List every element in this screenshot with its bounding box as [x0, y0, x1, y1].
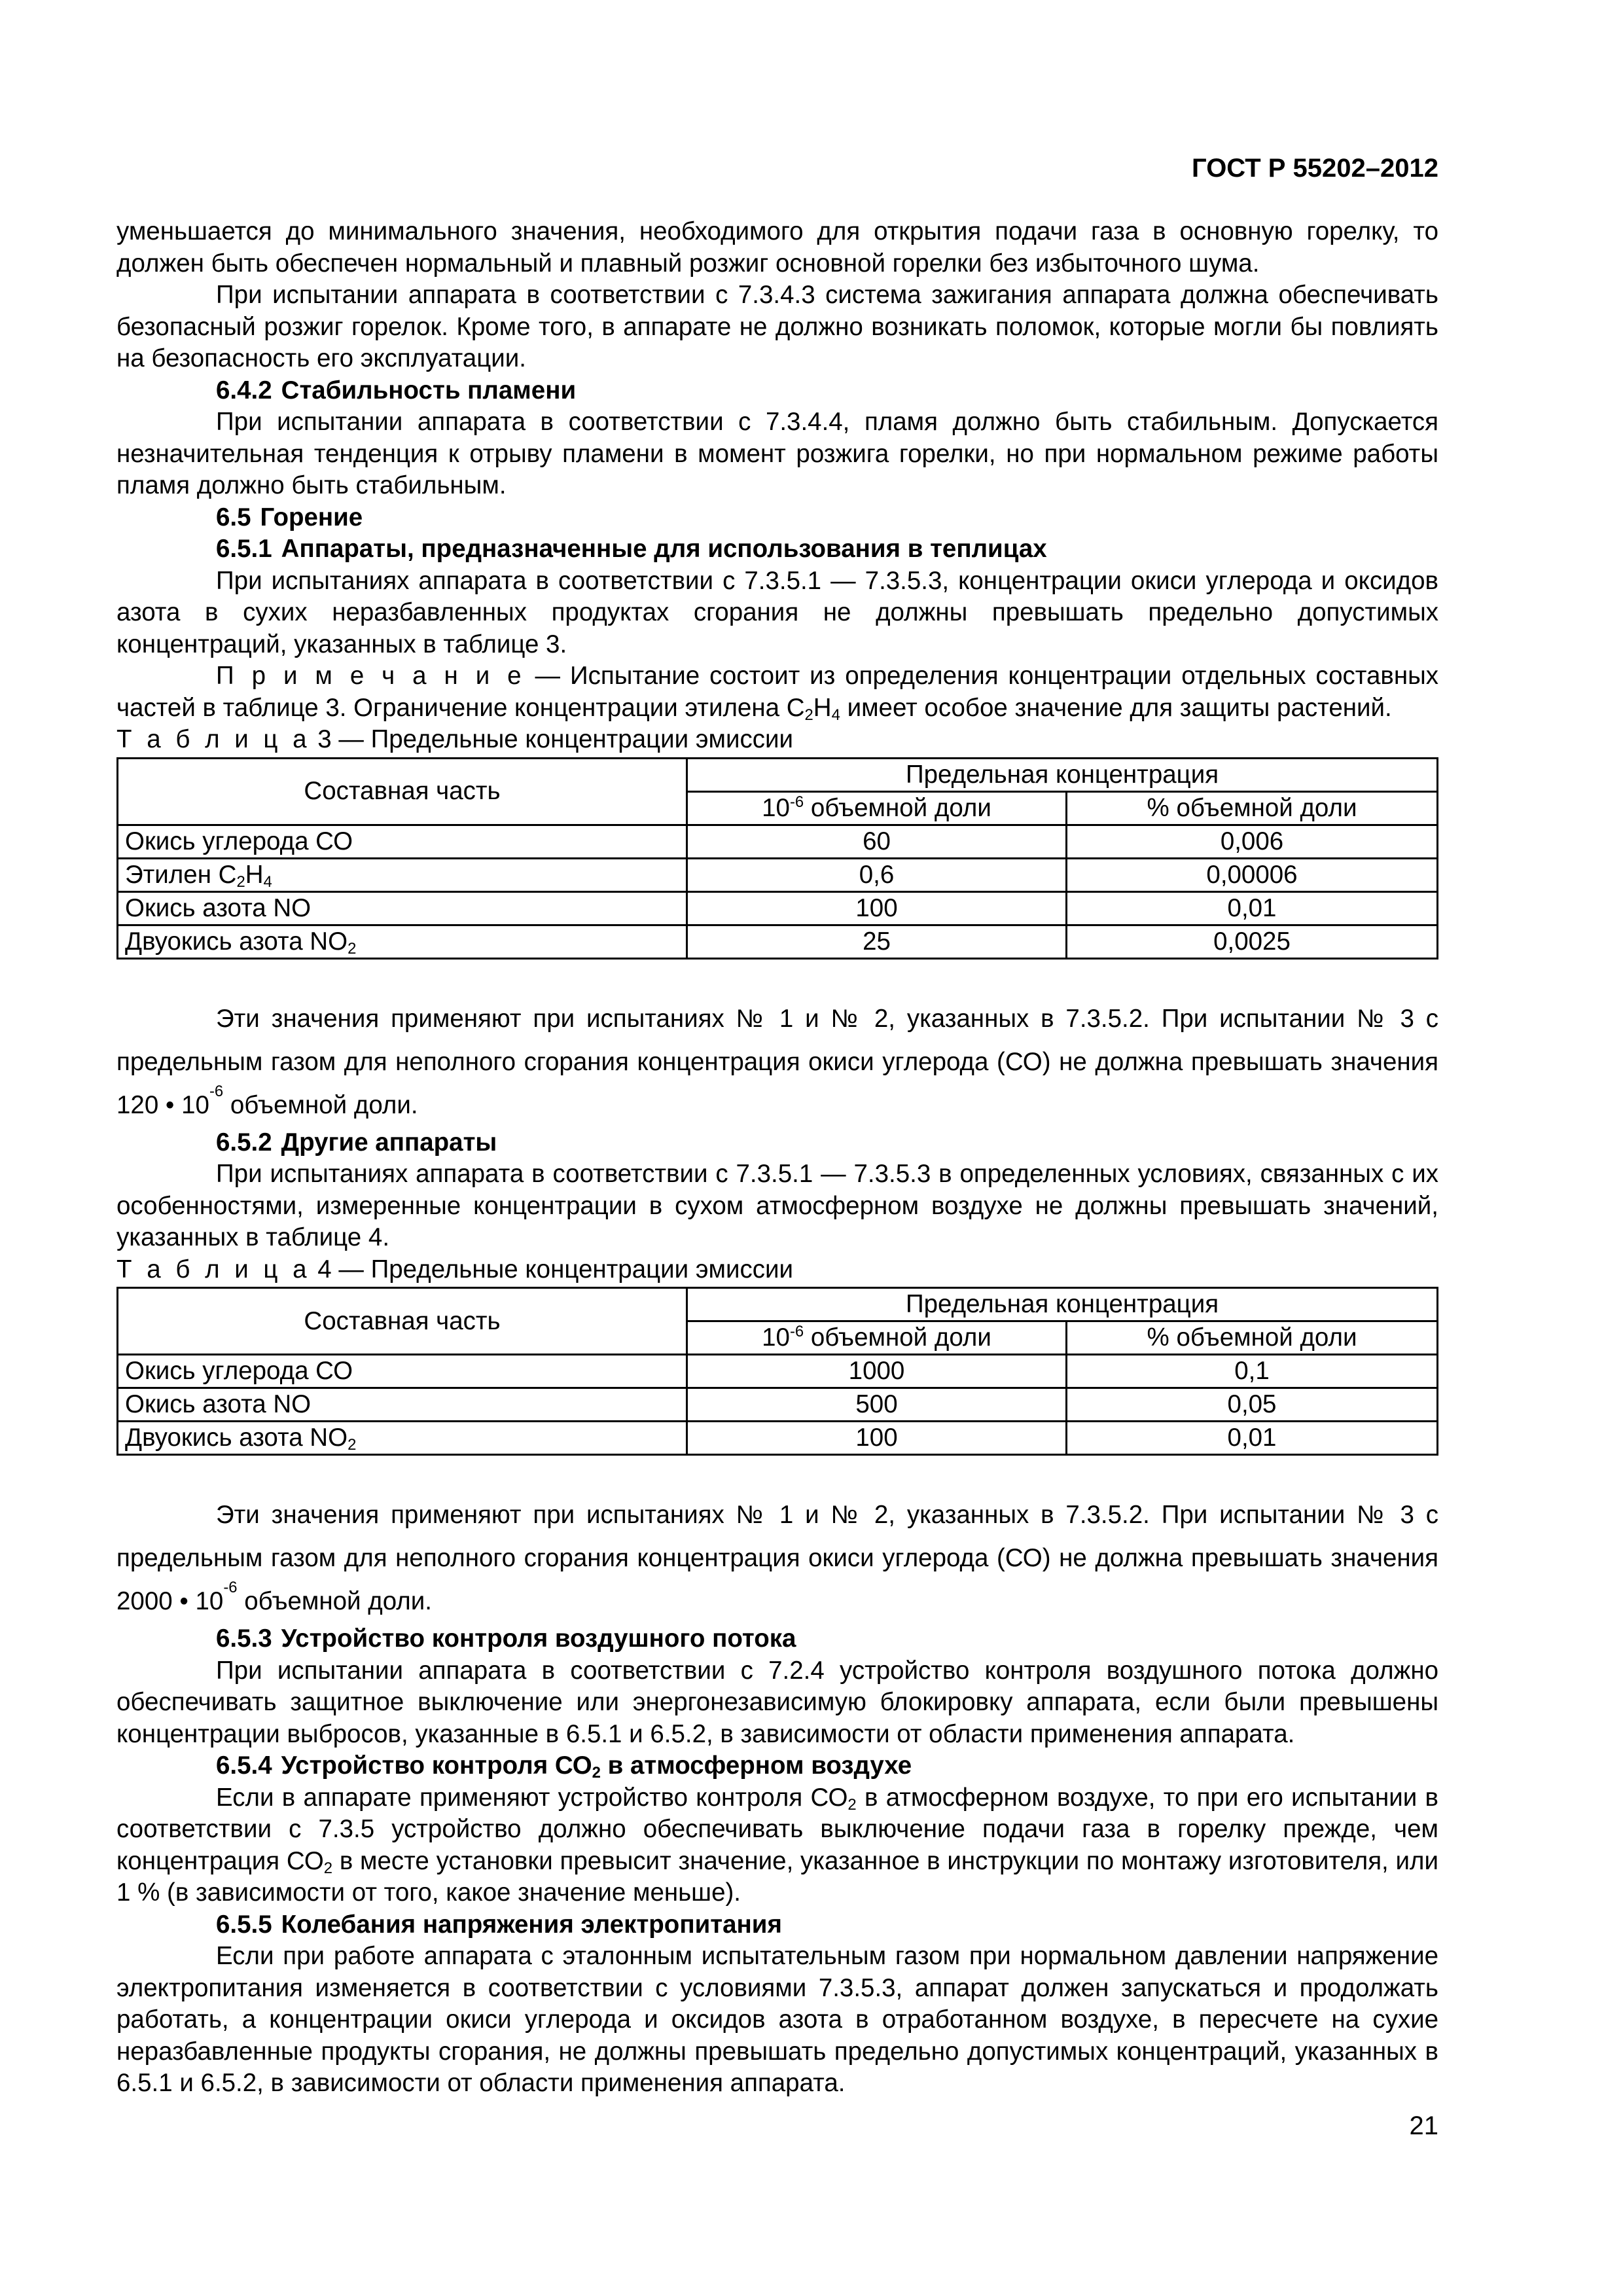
table-row	[118, 891, 1438, 925]
paragraph: При испытании аппарата в соответствии с 7.2.4 устройство контроля воздушного потока должно обеспечивать защитное выключение или энергонезависимую блокировку аппарата, если были превышены концентрации выбросов, указанные в 6.5.1 и 6.5.2, в зависимости от области применения аппарата.	[116, 1656, 1438, 1748]
paragraph-text: Эти значения применяют при испытаниях № 1 и № 2, указанных в 7.3.5.2. При испытании № 3 с предельным газом для неполного сгорания концентрация окиси углерода (СО) не должна превышать значения 120 • 10	[116, 1004, 1438, 1119]
subscript: 2	[348, 1436, 357, 1454]
table-cell: 60	[687, 825, 1067, 858]
column-header	[687, 791, 1067, 825]
subscript: 2	[592, 1764, 601, 1782]
table-cell: 1000	[687, 1355, 1067, 1388]
section-heading-6-5-2	[116, 1127, 1438, 1159]
column-header: % объемной доли	[1067, 791, 1438, 825]
table-4	[116, 1287, 1438, 1456]
paragraph: Если при работе аппарата с эталонным испытательным газом при нормальном давлении напряжение электропитания изменяется в соответствии с условиями 7.3.5.3, аппарат должен запускаться и продолжать работать, а концентрации окиси углерода и оксидов азота в отработанном воздухе, в пересчете на сухие неразбавленные продукты сгорания, не должны превышать предельно допустимых концентраций, указанных в 6.5.1 и 6.5.2, в зависимости от области применения аппарата.	[116, 1942, 1438, 2097]
section-heading-6-4-2	[116, 375, 1438, 407]
note-dash: —	[525, 662, 570, 690]
section-heading-6-5-3	[116, 1623, 1438, 1655]
cell-text: Этилен С	[125, 860, 237, 889]
header-text: объемной доли	[804, 1323, 991, 1352]
section-heading-6-5-4	[116, 1750, 1438, 1782]
paragraph-text: Эти значения применяют при испытаниях № 1 и № 2, указанных в 7.3.5.2. При испытании № 3 с предельным газом для неполного сгорания концентрация окиси углерода (СО) не должна превышать значения 2000 • 10	[116, 1501, 1438, 1615]
section-number: 6.4.2	[216, 376, 272, 404]
table-cell: 100	[687, 1422, 1067, 1455]
note-text: Н	[813, 693, 832, 722]
table-cell: Окись азота NO	[118, 1388, 687, 1422]
table-row	[118, 1422, 1438, 1455]
paragraph-text: в месте установки превысит значение, указанное в инструкции по монтажу изготовителя, или 1 % (в зависимости от того, какое значение меньше).	[116, 1846, 1438, 1907]
subscript: 2	[236, 872, 245, 891]
table-cell: Окись углерода СО	[118, 1355, 687, 1388]
table-cell: 25	[687, 925, 1067, 958]
superscript: -6	[789, 793, 804, 811]
note-text: Испытание состоит из определения концентрации отдельных составных частей в таблице 3. Ограничение концентрации этилена С	[116, 662, 1438, 722]
section-number: 6.5.5	[216, 1910, 272, 1939]
paragraph-text: объемной доли.	[237, 1587, 432, 1615]
superscript: -6	[223, 1579, 238, 1596]
table-cell: 0,6	[687, 858, 1067, 891]
section-title: Устройство контроля воздушного потока	[281, 1624, 796, 1653]
table-row	[118, 925, 1438, 958]
subscript: 2	[847, 1795, 857, 1814]
table-header-row	[118, 758, 1438, 791]
note-label: П р и м е ч а н и е	[216, 662, 526, 690]
section-number: 6.5.4	[216, 1751, 272, 1780]
paragraph	[116, 1782, 1438, 1909]
table-cell: 0,0025	[1067, 925, 1438, 958]
cell-text: Двуокись азота NO	[125, 1424, 348, 1452]
table-cell: 0,01	[1067, 891, 1438, 925]
table-cell: 100	[687, 891, 1067, 925]
paragraph	[116, 997, 1438, 1127]
table-cell	[118, 925, 687, 958]
cell-text: Н	[245, 860, 264, 889]
table-row	[118, 825, 1438, 858]
superscript: -6	[789, 1323, 804, 1340]
cell-text: Двуокись азота NO	[125, 927, 348, 956]
caption-text: 4 — Предельные концентрации эмиссии	[310, 1255, 793, 1283]
paragraph: При испытаниях аппарата в соответствии с 7.3.5.1 — 7.3.5.3, концентрации окиси углерода и оксидов азота в сухих неразбавленных продуктах сгорания не должны превышать предельно допустимых концентраций, указанных в таблице 3.	[116, 566, 1438, 658]
table-row	[118, 1355, 1438, 1388]
table-cell: Окись углерода СО	[118, 825, 687, 858]
paragraph-text: объемной доли.	[223, 1090, 418, 1119]
table-cell: Окись азота NO	[118, 891, 687, 925]
document-body	[116, 216, 1438, 2100]
table-cell	[118, 1422, 687, 1455]
subscript: 2	[804, 706, 813, 724]
header-text: объемной доли	[804, 793, 991, 822]
note-paragraph	[116, 660, 1438, 724]
table-row	[118, 858, 1438, 891]
section-title: Стабильность пламени	[281, 376, 577, 404]
section-title: Другие аппараты	[281, 1128, 497, 1157]
column-header: Составная часть	[118, 1288, 687, 1355]
table-cell: 500	[687, 1388, 1067, 1422]
table-header-row	[118, 1288, 1438, 1321]
superscript: -6	[209, 1082, 224, 1100]
table-3	[116, 757, 1438, 960]
section-number: 6.5.2	[216, 1128, 272, 1157]
paragraph: При испытаниях аппарата в соответствии с 7.3.5.1 — 7.3.5.3 в определенных условиях, связанных с их особенностями, измеренные концентрации в сухом атмосферном воздухе не должны превышать значений, указанных в таблице 4.	[116, 1160, 1438, 1251]
section-number: 6.5.1	[216, 535, 272, 563]
column-group-header: Предельная концентрация	[687, 758, 1438, 791]
caption-text: 3 — Предельные концентрации эмиссии	[310, 725, 793, 753]
table-4-caption	[116, 1254, 1438, 1286]
subscript: 4	[263, 872, 272, 891]
page-number: 21	[1409, 2111, 1438, 2140]
table-3-caption	[116, 724, 1438, 756]
section-number: 6.5	[216, 503, 251, 531]
subscript: 2	[348, 939, 357, 958]
paragraph	[116, 1494, 1438, 1623]
column-header: % объемной доли	[1067, 1321, 1438, 1355]
caption-label: Т а б л и ц а	[116, 725, 311, 753]
column-header	[687, 1321, 1067, 1355]
caption-label: Т а б л и ц а	[116, 1255, 311, 1283]
section-heading-6-5-1	[116, 533, 1438, 565]
header-text: 10	[762, 1323, 790, 1352]
document-page	[116, 0, 1438, 2296]
section-title: в атмосферном воздухе	[600, 1751, 912, 1780]
paragraph-text: Если в аппарате применяют устройство контроля СО	[216, 1783, 848, 1812]
table-cell: 0,006	[1067, 825, 1438, 858]
column-header: Составная часть	[118, 758, 687, 825]
table-row	[118, 1388, 1438, 1422]
paragraph-text: в атмосферном воздухе, то при его испытании в соответствии с 7.3.5 устройство должно обеспечивать выключение подачи газа в горелку прежде, чем концентрация СО	[116, 1783, 1438, 1875]
section-title: Аппараты, предназначенные для использования в теплицах	[281, 535, 1047, 563]
column-group-header: Предельная концентрация	[687, 1288, 1438, 1321]
document-code-header: ГОСТ Р 55202–2012	[1192, 154, 1438, 183]
subscript: 4	[831, 706, 840, 724]
section-title: Колебания напряжения электропитания	[281, 1910, 782, 1939]
section-title: Устройство контроля СО	[281, 1751, 592, 1780]
table-cell	[118, 858, 687, 891]
section-heading-6-5-5	[116, 1909, 1438, 1941]
section-number: 6.5.3	[216, 1624, 272, 1653]
paragraph: При испытании аппарата в соответствии с 7.3.4.4, пламя должно быть стабильным. Допускается незначительная тенденция к отрыву пламени в момент розжига горелки, но при нормальном режиме работы пламя должно быть стабильным.	[116, 408, 1438, 499]
section-heading-6-5	[116, 502, 1438, 534]
table-cell: 0,1	[1067, 1355, 1438, 1388]
paragraph: При испытании аппарата в соответствии с 7.3.4.3 система зажигания аппарата должна обеспечивать безопасный розжиг горелок. Кроме того, в аппарате не должно возникать поломок, которые могли бы повлиять на безопасность его эксплуатации.	[116, 281, 1438, 372]
subscript: 2	[323, 1859, 333, 1877]
table-cell: 0,05	[1067, 1388, 1438, 1422]
paragraph: уменьшается до минимального значения, необходимого для открытия подачи газа в основную горелку, то должен быть обеспечен нормальный и плавный розжиг основной горелки без избыточного шума.	[116, 217, 1438, 278]
table-cell: 0,01	[1067, 1422, 1438, 1455]
table-cell: 0,00006	[1067, 858, 1438, 891]
note-text: имеет особое значение для защиты растений.	[840, 693, 1392, 722]
header-text: 10	[762, 793, 790, 822]
section-title: Горение	[260, 503, 363, 531]
